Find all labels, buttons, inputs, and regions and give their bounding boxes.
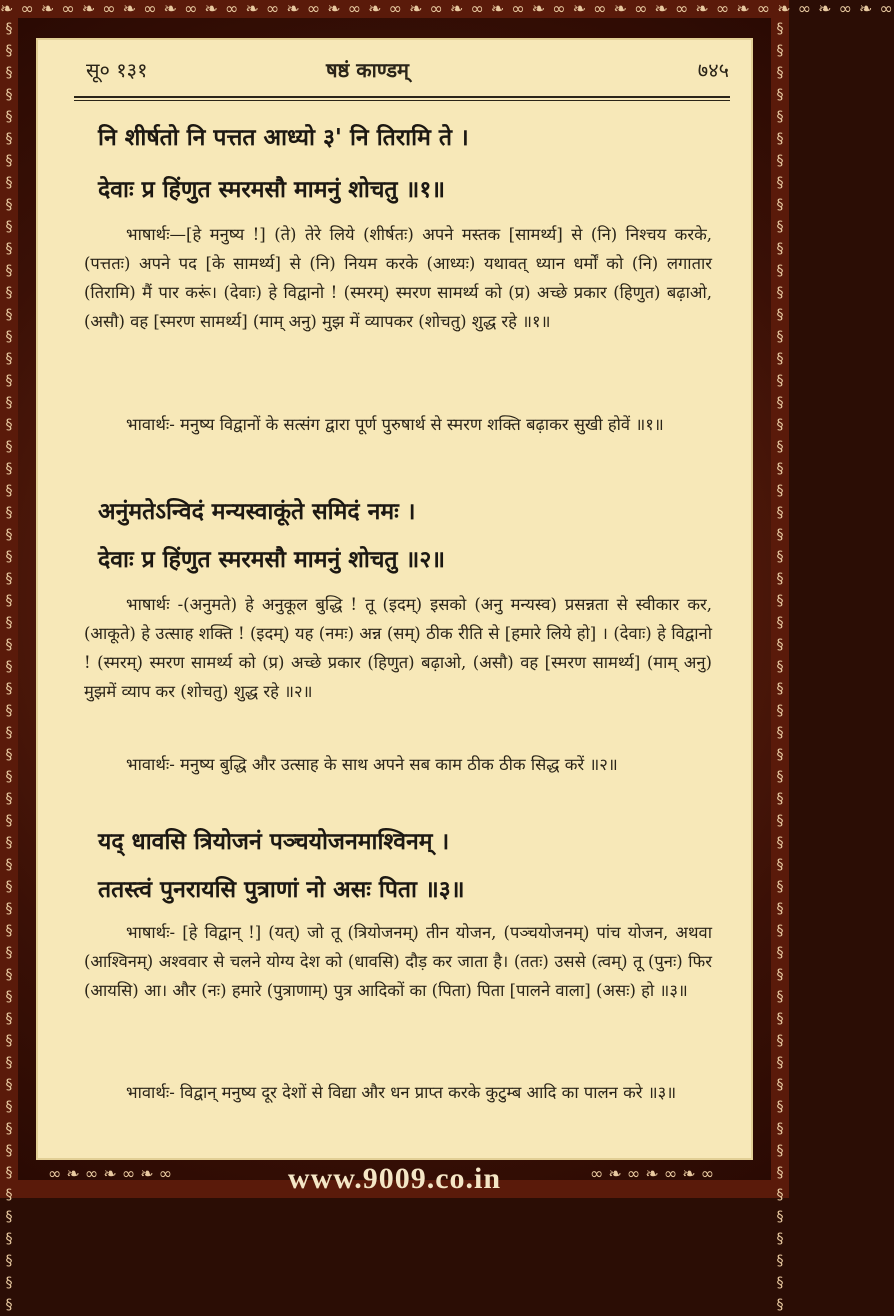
footer-ornament-left: ∞ ❧ ∞ ❧ ∞ ❧ ∞ — [48, 1164, 173, 1183]
page-header — [36, 56, 753, 92]
frame-ornament-left: § § § § § § § § § § § § § § § § § § § § § § § § § § § § § § § § § § § § § § § § § § § § § § § § § § § § § § § § § § § — [5, 21, 13, 1313]
page-number: ७४५ — [697, 58, 729, 82]
verse-line-1a: नि शीर्षतो नि पत्तत आध्यो ३' नि तिरामि ते । — [98, 124, 469, 151]
verse-line-3a: यद् धावसि त्रियोजनं पञ्चयोजनमाश्विनम् । — [98, 828, 450, 855]
sukta-number: सू० १३१ — [86, 58, 148, 82]
verse-line-3b: ततस्त्वं पुनरायसि पुत्राणां नो असः पिता ॥३॥ — [98, 876, 465, 903]
meaning-paragraph-1: भावार्थः- मनुष्य विद्वानों के सत्संग द्वारा पूर्ण पुरुषार्थ से स्मरण शक्ति बढ़ाकर सुखी होवें ॥१॥ — [126, 415, 664, 434]
frame-ornament-top: ❧ ∞ ❧ ∞ ❧ ∞ ❧ ∞ ❧ ∞ ❧ ∞ ❧ ∞ ❧ ∞ ❧ ∞ ❧ ∞ ❧ ∞ ❧ ∞ ❧ ∞ ❧ ∞ ❧ ∞ ❧ ∞ ❧ ∞ ❧ ∞ ❧ ∞ ❧ ∞ ❧ ∞ ❧ ∞ — [0, 0, 894, 18]
scanned-page — [36, 38, 753, 1160]
website-link[interactable]: www.9009.co.in — [287, 1162, 502, 1195]
translation-paragraph-3: भाषार्थः- [हे विद्वान् !] (यत्) जो तू (त्रियोजनम्) तीन योजन, (पञ्चयोजनम्) पांच योजन, अथवा (आश्विनम्) अश्ववार से चलने योग्य देश को (धावसि) दौड़ कर जाता है। (ततः) उससे (त्वम्) तू (पुनः) फिर (आयसि) आ। और (नः) हमारे (पुत्राणाम्) पुत्र आदिकों का (पिता) पिता [पालने वाला] (असः) हो ॥३॥ — [84, 923, 712, 1000]
verse-line-1b: देवाः प्र हिंणुत स्मरमसौ मामनुं शोचतु ॥१॥ — [98, 176, 446, 203]
header-rule — [74, 96, 730, 101]
footer-ornament-right: ∞ ❧ ∞ ❧ ∞ ❧ ∞ — [590, 1164, 715, 1183]
translation-paragraph-2: भाषार्थः -(अनुमते) हे अनुकूल बुद्धि ! तू (इदम्) इसको (अनु मन्यस्व) प्रसन्नता से स्वीकार कर, (आकूते) हे उत्साह शक्ति ! (इदम्) यह (नमः) अन्न (सम्) ठीक रीति से [हमारे लिये हो] । (देवाः) हे विद्वानो ! (स्मरम्) स्मरण सामर्थ्य को (प्र) अच्छे प्रकार (हिणुत) बढ़ाओ, (असौ) वह [स्मरण सामर्थ्य] (माम् अनु) मुझमें व्याप कर (शोचतु) शुद्ध रहे ॥२॥ — [84, 595, 712, 701]
chapter-title: षष्ठं काण्डम् — [326, 58, 410, 82]
verse-line-2b: देवाः प्र हिंणुत स्मरमसौ मामनुं शोचतु ॥२॥ — [98, 546, 446, 573]
meaning-paragraph-3: भावार्थः- विद्वान् मनुष्य दूर देशों से विद्या और धन प्राप्त करके कुटुम्ब आदि का पालन करे ॥३॥ — [126, 1083, 677, 1102]
translation-paragraph-1: भाषार्थः—[हे मनुष्य !] (ते) तेरे लिये (शीर्षतः) अपने मस्तक [सामर्थ्य] से (नि) निश्चय करके, (पत्ततः) अपने पद [के सामर्थ्य] से (नि) नियम करके (आध्यः) यथावत् ध्यान धर्मों को (नि) लगातार (तिरामि) मैं पार करूं। (देवाः) हे विद्वानो ! (स्मरम्) स्मरण सामर्थ्य को (प्र) अच्छे प्रकार (हिणुत) बढ़ाओ, (असौ) वह [स्मरण सामर्थ्य] (माम् अनु) मुझ में व्यापकर (शोचतु) शुद्ध रहे ॥१॥ — [84, 225, 712, 331]
verse-line-2a: अनुंमतेऽन्विदं मन्यस्वाकूंते समिदं नमः । — [98, 498, 416, 525]
frame-ornament-right: § § § § § § § § § § § § § § § § § § § § § § § § § § § § § § § § § § § § § § § § § § § § § § § § § § § § § § § § § § § — [776, 21, 784, 1313]
meaning-paragraph-2: भावार्थः- मनुष्य बुद्धि और उत्साह के साथ अपने सब काम ठीक ठीक सिद्ध करें ॥२॥ — [126, 755, 618, 774]
